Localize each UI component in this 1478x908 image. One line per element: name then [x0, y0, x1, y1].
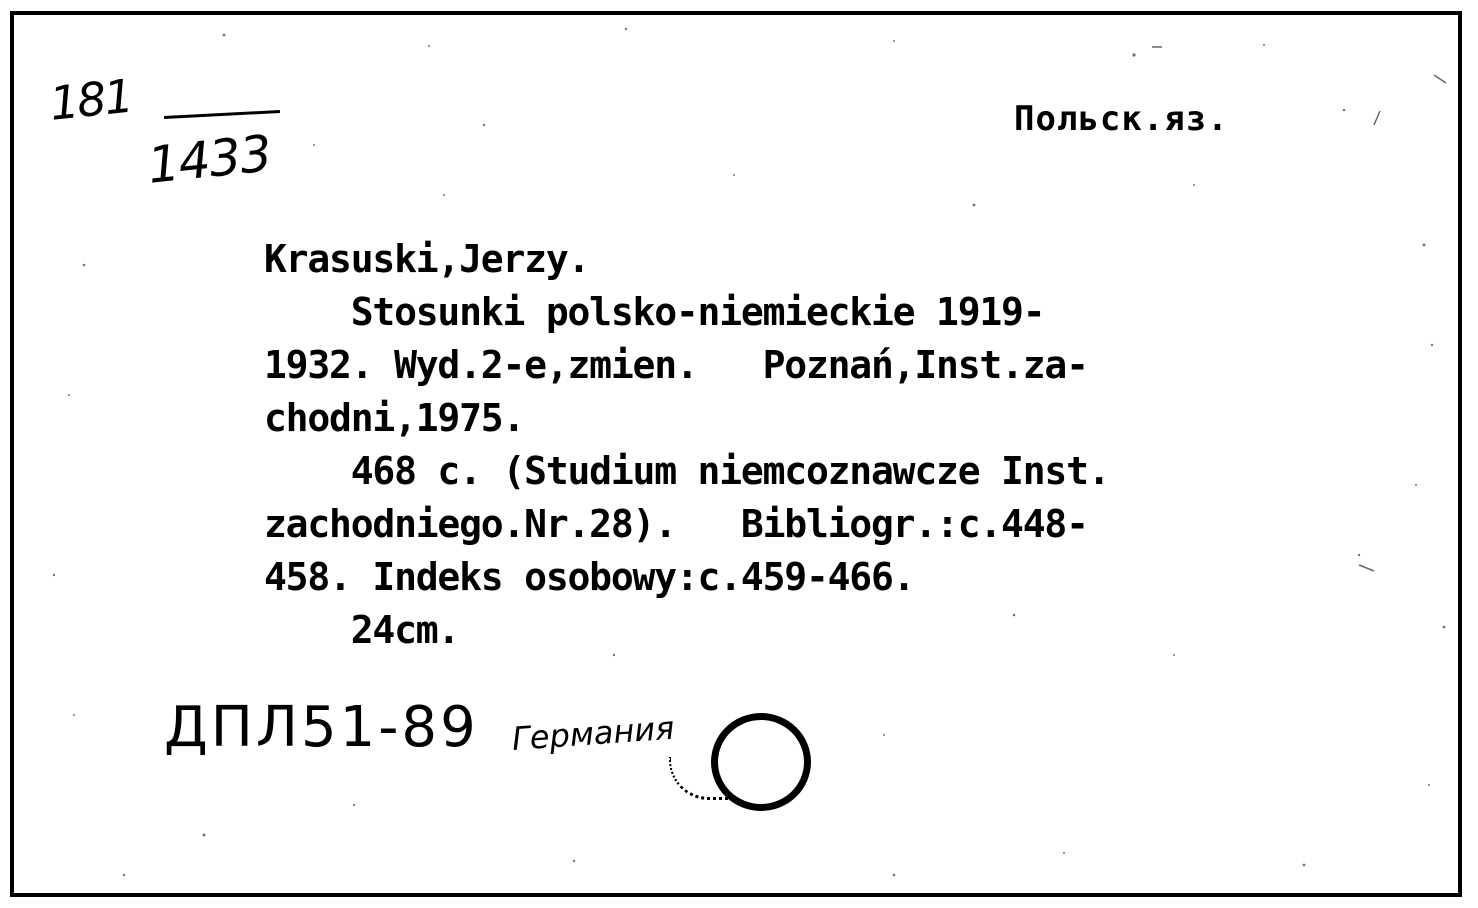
entry-line: 1932. Wyd.2-e,zmien. Poznań,Inst.za- — [264, 343, 1088, 387]
catalog-card — [10, 11, 1462, 897]
inventory-fraction-line — [164, 110, 280, 119]
entry-line: zachodniego.Nr.28). Bibliogr.:c.448- — [264, 502, 1088, 546]
entry-line: Krasuski,Jerzy. — [264, 237, 590, 281]
inventory-number-top: 181 — [47, 68, 135, 131]
entry-line: Stosunki polsko-niemieckie 1919- — [264, 290, 1045, 334]
bibliographic-entry — [264, 233, 1424, 657]
inventory-number-bottom: 1433 — [144, 124, 274, 195]
entry-line: 468 c. (Studium niemcoznawcze Inst. — [264, 449, 1110, 493]
shelf-mark: ДПЛ51-89 — [164, 695, 479, 760]
entry-line: 458. Indeks osobowy:c.459-466. — [264, 555, 915, 599]
entry-line: chodni,1975. — [264, 396, 525, 440]
language-heading: Польск.яз. — [1014, 99, 1229, 139]
shelf-note: Германия — [510, 708, 676, 758]
circle-stamp-icon — [711, 713, 811, 811]
entry-line: 24cm. — [264, 608, 460, 652]
